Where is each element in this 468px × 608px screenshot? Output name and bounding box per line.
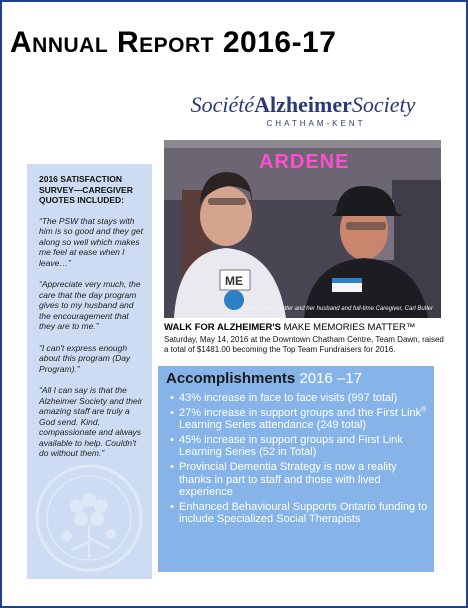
list-item: • Enhanced Behavioural Supports Ontario funding to include Specialized Social Therapists	[170, 501, 428, 526]
logo-wordmark	[160, 92, 446, 118]
page-title: Annual Report 2016-17	[10, 26, 337, 59]
accomplishments-box	[158, 366, 434, 572]
caregiver-quote: “The PSW that stays with him is so good and they get along so well which makes me feel at ease when I leave…”	[39, 215, 143, 268]
caregiver-quote: “All I can say is that the Alzheimer Society and their amazing staff are truly a God send. Kind, compassionate and always available to help. Couldn't do without them.”	[39, 385, 143, 458]
list-item	[170, 407, 428, 432]
caregiver-quotes-sidebar	[27, 164, 152, 579]
photo-illustration	[164, 140, 441, 318]
registered-mark: ®	[421, 405, 427, 413]
caregiver-quote: “I can't express enough about this program (Day Program).”	[39, 342, 131, 374]
walk-headline	[164, 322, 415, 333]
walk-event-photo	[164, 140, 441, 318]
name-badge: ME	[225, 274, 243, 288]
store-sign: ARDENE	[259, 151, 350, 173]
walk-description: Saturday, May 14, 2016 at the Downtown Chatham Centre, Team Dawn, raised a total of $1481.00 becoming the Top Team Fundraisers for 2016.	[164, 335, 444, 354]
list-item: • 43% increase in face to face visits (997 total)	[170, 392, 428, 405]
list-item: • Provincial Dementia Strategy is now a reality thanks in part to staff and those with lived experience	[170, 461, 428, 499]
list-item: • 45% increase in support groups and First Link Learning Series (52 in Total)	[170, 434, 428, 459]
accomplishments-title	[166, 370, 362, 387]
walk-headline-rest: MAKE MEMORIES MATTER™	[280, 322, 416, 333]
logo-name-fr: Société	[190, 92, 255, 117]
society-logo	[160, 92, 446, 128]
accomplishments-title-year: 2016 –17	[295, 370, 362, 387]
logo-name-mid: Alzheimer	[254, 92, 352, 117]
caregiver-quote: “Appreciate very much, the care that the day program gives to my husband and the encouragement that they are to me.”	[39, 279, 141, 331]
walk-headline-bold: WALK FOR ALZHEIMER'S	[164, 322, 281, 333]
accomplishments-list	[170, 392, 428, 528]
photo-caption: Client, Dawn Butler and her husband and full-time Caregiver, Carl Butler	[241, 306, 433, 312]
forget-me-not-watermark-icon	[27, 458, 152, 578]
logo-subtitle: CHATHAM-KENT	[266, 119, 366, 128]
accomplishments-title-bold: Accomplishments	[166, 370, 296, 387]
list-item-text-rest: Learning Series attendance (249 total)	[179, 419, 367, 432]
logo-name-en: Society	[351, 92, 416, 117]
list-item-text: 27% increase in support groups and the First Link	[179, 406, 422, 419]
sidebar-heading: 2016 SATISFACTION SURVEY—CAREGIVER QUOTES INCLUDED:	[39, 174, 133, 205]
